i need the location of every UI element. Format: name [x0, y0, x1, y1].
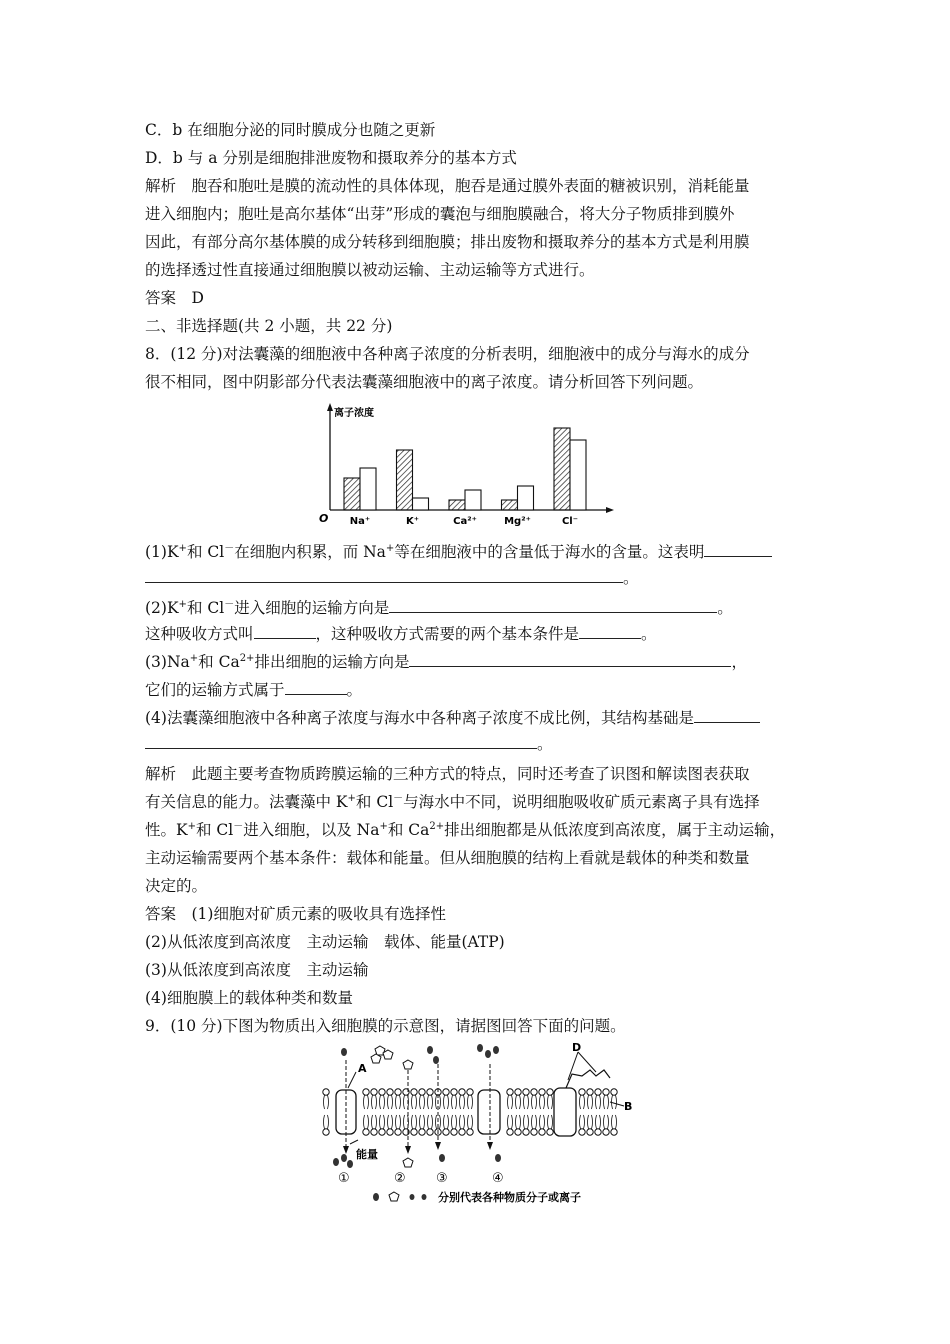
lipid-head: [411, 1129, 417, 1135]
lipid-tail: [372, 1095, 377, 1109]
q8-part3-line1: (3)Na+和 $Ca^{2+}$排出细胞的运输方向是 ，: [145, 652, 747, 671]
lipid-tail: [588, 1095, 593, 1109]
lipid-head: [451, 1129, 457, 1135]
lipid-head: [587, 1089, 593, 1095]
option-c: C．b 在细胞分泌的同时膜成分也随之更新: [145, 121, 436, 139]
x-tick-label: Mg²⁺: [504, 516, 531, 527]
lipid-head: [523, 1129, 529, 1135]
q7-analysis-line-3: 因此，有部分高尔基体膜的成分转移到细胞膜；排出废物和摄取养分的基本方式是利用膜: [145, 233, 750, 251]
molecule: [495, 1154, 501, 1162]
energy-label: 能量: [356, 1148, 378, 1161]
lipid-tail: [508, 1095, 513, 1109]
lipid-head: [387, 1129, 393, 1135]
lipid-tail: [396, 1095, 401, 1109]
lipid-tail: [420, 1095, 425, 1109]
lipid-tail: [508, 1115, 513, 1129]
q8-analysis-line-2: 有关信息的能力。法囊藻中 K+和 Cl－与海水中不同，说明细胞吸收矿质元素离子具有选择: [145, 792, 760, 811]
lipid-head: [363, 1129, 369, 1135]
lipid-head: [467, 1089, 473, 1095]
lipid-head: [587, 1129, 593, 1135]
origin-label: O: [319, 512, 329, 525]
lipid-tail: [604, 1115, 609, 1129]
lipid-tail: [604, 1095, 609, 1109]
x-tick-label: Na⁺: [349, 516, 371, 527]
membrane-diagram: [318, 1040, 638, 1210]
q9-stem: 9．(10 分)下图为物质出入细胞膜的示意图，请据图回答下面的问题。: [145, 1017, 626, 1035]
molecule: [439, 1154, 445, 1162]
lipid-head: [395, 1129, 401, 1135]
ion-concentration-chart: [318, 400, 618, 532]
lipid-tail: [460, 1095, 465, 1109]
q8-analysis-line-4: 主动运输需要两个基本条件：载体和能量。但从细胞膜的结构上看就是载体的种类和数量: [145, 849, 750, 867]
energy-arrow: [350, 1140, 358, 1144]
lipid-head: [547, 1089, 553, 1095]
lipid-tail: [388, 1115, 393, 1129]
molecule: [333, 1158, 339, 1166]
lipid-head: [531, 1129, 537, 1135]
lipid-head: [395, 1089, 401, 1095]
lipid-tail: [428, 1095, 433, 1109]
lipid-tail: [444, 1095, 449, 1109]
process-1-label: ①: [338, 1171, 350, 1186]
glycoprotein-chain: [566, 1070, 610, 1088]
lipid-head: [323, 1129, 329, 1135]
x-axis-arrow: [606, 507, 614, 513]
q7-analysis-line-2: 进入细胞内；胞吐是高尔基体“出芽”形成的囊泡与细胞膜融合，将大分子物质排到膜外: [145, 205, 735, 223]
arrow-3-head: [435, 1142, 441, 1150]
answer-blank[interactable]: [285, 680, 347, 695]
q8-answer-2: (2)从低浓度到高浓度 主动运输 载体、能量(ATP): [145, 933, 505, 951]
q8-analysis-line-1: 解析 此题主要考查物质跨膜运输的三种方式的特点，同时还考查了识图和解读图表获取: [145, 765, 750, 783]
x-tick-label: K⁺: [405, 516, 420, 527]
q8-part2-line2: 这种吸收方式叫 ，这种吸收方式需要的两个基本条件是 。: [145, 625, 657, 643]
lipid-head: [611, 1129, 617, 1135]
label-line-d: [568, 1052, 578, 1080]
label-a: A: [358, 1062, 367, 1075]
lipid-head: [387, 1089, 393, 1095]
answer-blank[interactable]: [694, 708, 760, 723]
process-3-label: ③: [436, 1171, 448, 1186]
legend-dark-molecule: [373, 1193, 379, 1201]
q7-analysis-line-4: 的选择透过性直接通过细胞膜以被动运输、主动运输等方式进行。: [145, 261, 595, 279]
q8-part2-line1: (2)K+和 Cl－进入细胞的运输方向是 。: [145, 598, 733, 617]
legend-text: 分别代表各种物质分子或离子: [438, 1191, 581, 1204]
lipid-head: [539, 1089, 545, 1095]
answer-blank[interactable]: [389, 598, 717, 613]
lipid-tail: [588, 1115, 593, 1129]
lipid-tail: [596, 1095, 601, 1109]
lipid-head: [363, 1089, 369, 1095]
lipid-head: [427, 1089, 433, 1095]
q8-answer-1: 答案 (1)细胞对矿质元素的吸收具有选择性: [145, 905, 446, 923]
lipid-head: [611, 1089, 617, 1095]
molecule: [427, 1046, 433, 1054]
molecule: [341, 1048, 347, 1056]
molecule: [341, 1154, 347, 1162]
cell-sap-bar-4: [554, 428, 570, 510]
lipid-tail: [540, 1115, 545, 1129]
lipid-head: [443, 1129, 449, 1135]
arrow-2-head: [405, 1146, 411, 1154]
lipid-head: [595, 1129, 601, 1135]
lipid-head: [411, 1089, 417, 1095]
lipid-head: [507, 1129, 513, 1135]
molecule: [347, 1160, 353, 1168]
molecule: [493, 1046, 499, 1054]
lipid-head: [419, 1089, 425, 1095]
lipid-head: [507, 1089, 513, 1095]
lipid-tail: [444, 1115, 449, 1129]
label-line-d2: [578, 1052, 596, 1072]
y-axis-label: 离子浓度: [334, 408, 374, 419]
lipid-tail: [452, 1115, 457, 1129]
q8-part1-line1: (1)K+和 Cl－在细胞内积累，而 Na+等在细胞液中的含量低于海水的含量。这表明: [145, 540, 772, 564]
lipid-head: [451, 1089, 457, 1095]
answer-blank[interactable]: [704, 542, 772, 557]
arrow-4-head: [487, 1142, 493, 1150]
lipid-tail: [524, 1095, 529, 1109]
label-d: D: [572, 1041, 582, 1054]
x-tick-label: Cl⁻: [561, 516, 579, 527]
lipid-head: [379, 1129, 385, 1135]
lipid-head: [459, 1129, 465, 1135]
lipid-tail: [412, 1115, 417, 1129]
lipid-tail: [468, 1115, 473, 1129]
lipid-tail: [372, 1115, 377, 1129]
legend-molecule: [410, 1194, 415, 1200]
answer-blank[interactable]: [145, 568, 623, 583]
answer-blank[interactable]: [254, 624, 316, 639]
lipid-head: [459, 1089, 465, 1095]
membrane-protein: [554, 1088, 576, 1136]
lipid-tail: [548, 1095, 553, 1109]
q8-part1-line2: 。: [145, 566, 639, 590]
process-2-label: ②: [394, 1171, 406, 1186]
answer-blank[interactable]: [145, 734, 537, 749]
lipid-head: [443, 1089, 449, 1095]
q8-answer-3: (3)从低浓度到高浓度 主动运输: [145, 961, 369, 979]
lipid-tail: [452, 1095, 457, 1109]
q8-analysis-line-5: 决定的。: [145, 877, 208, 895]
q8-part4-line1: (4)法囊藻细胞液中各种离子浓度与海水中各种离子浓度不成比例，其结构基础是: [145, 706, 760, 730]
lipid-tail: [612, 1095, 617, 1109]
lipid-tail: [388, 1095, 393, 1109]
lipid-tail: [412, 1095, 417, 1109]
lipid-tail: [380, 1115, 385, 1129]
channel-protein: [478, 1090, 500, 1134]
lipid-head: [579, 1129, 585, 1135]
lipid-head: [379, 1089, 385, 1095]
section-heading: 二、非选择题(共 2 小题，共 22 分): [145, 317, 393, 335]
lipid-head: [371, 1089, 377, 1095]
q8-analysis-line-3: 性。K+和 Cl－进入细胞，以及 Na+和 $Ca^{2+}$排出细胞都是从低浓度到高浓度，属于主动运输，: [145, 820, 786, 839]
lipid-tail: [396, 1115, 401, 1129]
lipid-tail: [580, 1115, 585, 1129]
process-4-label: ④: [492, 1171, 504, 1186]
seawater-bar-4: [570, 440, 586, 510]
pentagon-molecule: [403, 1158, 413, 1167]
legend-pentagon-molecule: [389, 1192, 399, 1201]
lipid-head: [523, 1089, 529, 1095]
label-line-a: [348, 1072, 356, 1088]
seawater-bar-3: [518, 486, 534, 510]
q7-answer: 答案 D: [145, 289, 204, 307]
lipid-tail: [612, 1115, 617, 1129]
legend-molecule: [422, 1194, 427, 1200]
q8-answer-4: (4)细胞膜上的载体种类和数量: [145, 989, 353, 1007]
molecule: [477, 1044, 483, 1052]
cell-sap-bar-1: [397, 450, 413, 510]
lipid-head: [515, 1129, 521, 1135]
answer-blank[interactable]: [579, 624, 641, 639]
lipid-head: [515, 1089, 521, 1095]
lipid-tail: [532, 1115, 537, 1129]
lipid-tail: [364, 1095, 369, 1109]
lipid-head: [531, 1089, 537, 1095]
molecule: [485, 1050, 491, 1058]
label-b: B: [624, 1100, 633, 1113]
cell-sap-bar-2: [449, 500, 465, 510]
cell-sap-bar-3: [502, 500, 518, 510]
lipid-tail: [548, 1115, 553, 1129]
answer-blank[interactable]: [409, 652, 731, 667]
lipid-tail: [540, 1095, 545, 1109]
lipid-head: [427, 1129, 433, 1135]
lipid-head: [419, 1129, 425, 1135]
lipid-tail: [420, 1115, 425, 1129]
lipid-tail: [324, 1095, 329, 1109]
q8-part3-line2: 它们的运输方式属于 。: [145, 681, 363, 699]
lipid-head: [595, 1089, 601, 1095]
x-tick-label: Ca²⁺: [453, 516, 477, 527]
lipid-head: [467, 1129, 473, 1135]
lipid-tail: [532, 1095, 537, 1109]
option-d: D．b 与 a 分别是细胞排泄废物和摄取养分的基本方式: [145, 149, 517, 167]
q7-analysis-line-1: 解析 胞吞和胞吐是膜的流动性的具体体现，胞吞是通过膜外表面的糖被识别，消耗能量: [145, 177, 750, 195]
lipid-head: [579, 1089, 585, 1095]
lipid-head: [323, 1089, 329, 1095]
lipid-head: [603, 1089, 609, 1095]
seawater-bar-2: [465, 490, 481, 510]
lipid-tail: [516, 1095, 521, 1109]
q8-stem-line-2: 很不相同，图中阴影部分代表法囊藻细胞液中的离子浓度。请分析回答下列问题。: [145, 373, 704, 391]
y-axis-arrow: [327, 403, 333, 411]
q8-part4-line2: 。: [145, 732, 553, 756]
lipid-head: [371, 1129, 377, 1135]
lipid-tail: [324, 1115, 329, 1129]
pentagon-molecule: [403, 1060, 413, 1069]
lipid-tail: [460, 1115, 465, 1129]
arrow-1-head: [343, 1146, 349, 1154]
molecule: [433, 1056, 439, 1064]
q8-stem-line-1: 8．(12 分)对法囊藻的细胞液中各种离子浓度的分析表明，细胞液中的成分与海水的成分: [145, 345, 750, 363]
lipid-head: [603, 1129, 609, 1135]
seawater-bar-1: [413, 498, 429, 510]
lipid-tail: [364, 1115, 369, 1129]
lipid-tail: [580, 1095, 585, 1109]
lipid-head: [539, 1129, 545, 1135]
seawater-bar-0: [360, 468, 376, 510]
lipid-tail: [524, 1115, 529, 1129]
lipid-tail: [468, 1095, 473, 1109]
cell-sap-bar-0: [344, 478, 360, 510]
lipid-tail: [428, 1115, 433, 1129]
lipid-tail: [516, 1115, 521, 1129]
lipid-head: [547, 1129, 553, 1135]
lipid-tail: [380, 1095, 385, 1109]
lipid-tail: [596, 1115, 601, 1129]
